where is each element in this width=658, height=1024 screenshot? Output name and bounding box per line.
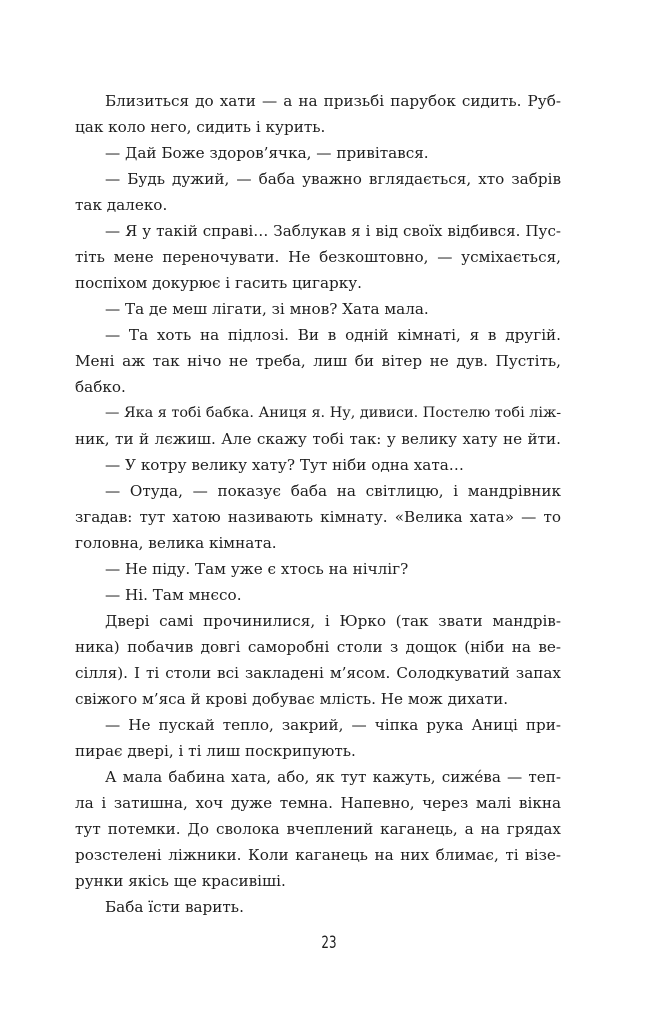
text-line: ла і затишна, хоч дуже темна. Напевно, через малі вікна	[75, 794, 561, 812]
page-number: 23	[321, 933, 337, 953]
text-line: пирає двері, і ті лиш поскрипують.	[75, 742, 356, 760]
text-line: згадав: тут хатою називають кімнату. «Велика хата» — то	[75, 508, 561, 526]
text-line: так далеко.	[75, 196, 168, 214]
text-line: сілля). І ті столи всі закладені м’ясом. Солодкуватий запах	[75, 664, 561, 682]
text-line: — Та хоть на підлозі. Ви в одній кімнаті, я в другій.	[105, 326, 561, 344]
text-line: — У котру велику хату? Тут ніби одна хата…	[105, 456, 464, 474]
text-line: свіжого м’яса й крові добуває млість. Не мож дихати.	[75, 690, 509, 708]
text-line: — Не пускай тепло, закрий, — чіпка рука Аниці при-	[105, 716, 561, 734]
text-line: ник, ти й лєжиш. Але скажу тобі так: у велику хату не йти.	[75, 430, 561, 448]
text-line: бабко.	[75, 378, 126, 396]
text-line: — Ні. Там мнєсо.	[105, 586, 242, 604]
text-line: тіть мене переночувати. Не безкоштовно, — усміхається,	[75, 248, 561, 266]
text-line: Двері самі прочинилися, і Юрко (так звати мандрів-	[105, 612, 561, 630]
text-line: поспіхом докурює і гасить цигарку.	[75, 274, 363, 292]
text-line: розстелені ліжники. Коли каганець на них блимає, ті візе-	[75, 846, 561, 864]
text-line: тут потемки. До сволока вчеплений каганець, а на грядах	[75, 820, 561, 838]
text-line: Баба їсти варить.	[105, 898, 244, 916]
text-line: А мала бабина хата, або, як тут кажуть, сижéва — теп-	[105, 768, 561, 786]
text-line: — Дай Боже здоров’ячка, — привітався.	[105, 144, 429, 162]
text-line: Мені аж так нічо не треба, лиш би вітер не дув. Пустіть,	[75, 352, 561, 370]
text-line: — Не піду. Там уже є хтось на нічліг?	[105, 560, 409, 578]
text-line: — Яка я тобі бабка. Аниця я. Ну, дивиси. Постелю тобі ліж-	[105, 405, 562, 421]
text-line: цак коло него, сидить і курить.	[75, 118, 326, 136]
text-line: ника) побачив довгі саморобні столи з дощок (ніби на ве-	[75, 638, 561, 656]
text-line: рунки якісь ще красивіші.	[75, 872, 286, 890]
text-line: — Отуда, — показує баба на світлицю, і мандрівник	[105, 482, 561, 500]
text-line: — Та де меш лігати, зі мнов? Хата мала.	[105, 300, 429, 318]
text-line: — Будь дужий, — баба уважно вглядається, хто забрів	[105, 170, 561, 188]
text-line: головна, велика кімната.	[75, 534, 277, 552]
text-line: Близиться до хати — а на призьбі парубок сидить. Руб-	[105, 92, 561, 110]
text-line: — Я у такій справі… Заблукав я і від своїх відбився. Пус-	[105, 222, 561, 240]
